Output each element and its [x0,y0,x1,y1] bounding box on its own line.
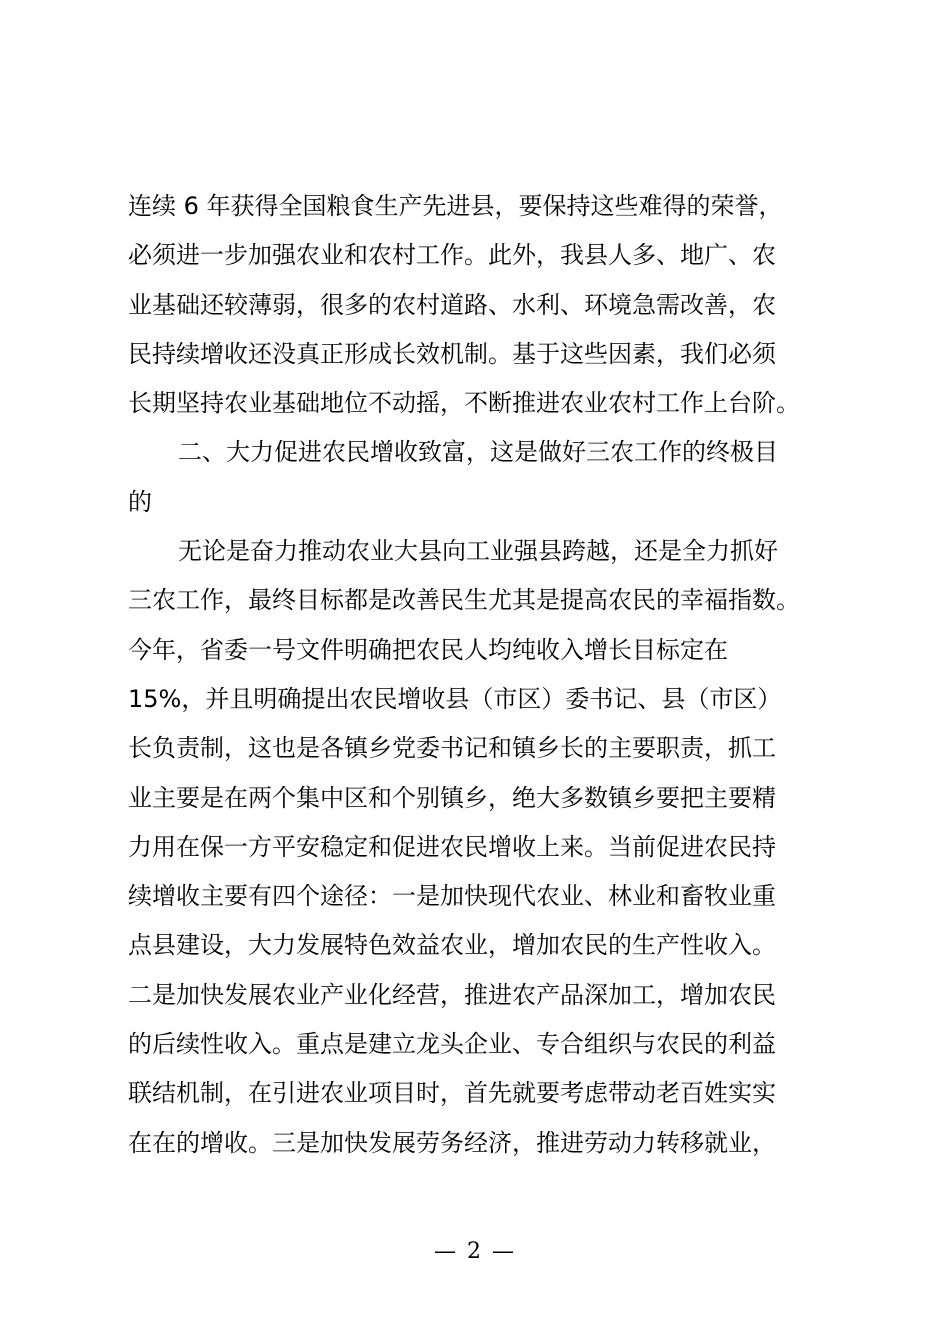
paragraph-line: 民持续增收还没真正形成长效机制。基于这些因素，我们必须 [128,339,776,368]
paragraph-line: 长期坚持农业基础地位不动摇，不断推进农业农村工作上台阶。 [128,389,800,418]
paragraph-line: 二是加快发展农业产业化经营，推进农产品深加工，增加农民 [128,980,776,1009]
section-heading: 二、大力促进农民增收致富，这是做好三农工作的终极目 [178,438,778,467]
paragraph-line: 点县建设，大力发展特色效益农业，增加农民的生产性收入。 [128,931,776,960]
paragraph-line: 今年，省委一号文件明确把农民人均纯收入增长目标定在 [128,635,728,664]
page-number: — 2 — [434,1239,516,1264]
body-text [128,182,828,1168]
paragraph-line: 力用在保一方平安稳定和促进农民增收上来。当前促进农民持 [128,832,776,861]
paragraph-line: 无论是奋力推动农业大县向工业强县跨越，还是全力抓好 [178,537,778,566]
paragraph-line: 业基础还较薄弱，很多的农村道路、水利、环境急需改善，农 [128,290,776,319]
paragraph-line: 业主要是在两个集中区和个别镇乡，绝大多数镇乡要把主要精 [128,783,776,812]
paragraph-line: 的后续性收入。重点是建立龙头企业、专合组织与农民的利益 [128,1030,776,1059]
paragraph-line: 续增收主要有四个途径：一是加快现代农业、林业和畜牧业重 [128,882,776,911]
paragraph-line: 在在的增收。三是加快发展劳务经济，推进劳动力转移就业， [128,1128,776,1157]
paragraph-line: 必须进一步加强农业和农村工作。此外，我县人多、地广、农 [128,241,776,270]
section-heading-continued: 的 [128,487,152,516]
paragraph-line: 连续 6 年获得全国粮食生产先进县，要保持这些难得的荣誉， [128,192,783,220]
paragraph-line: 三农工作，最终目标都是改善民生尤其是提高农民的幸福指数。 [128,586,800,615]
paragraph-line: 联结机制，在引进农业项目时，首先就要考虑带动老百姓实实 [128,1079,776,1108]
paragraph-line: 长负责制，这也是各镇乡党委书记和镇乡长的主要职责，抓工 [128,734,776,763]
paragraph-line: 15%，并且明确提出农民增收县（市区）委书记、县（市区） [128,684,782,713]
